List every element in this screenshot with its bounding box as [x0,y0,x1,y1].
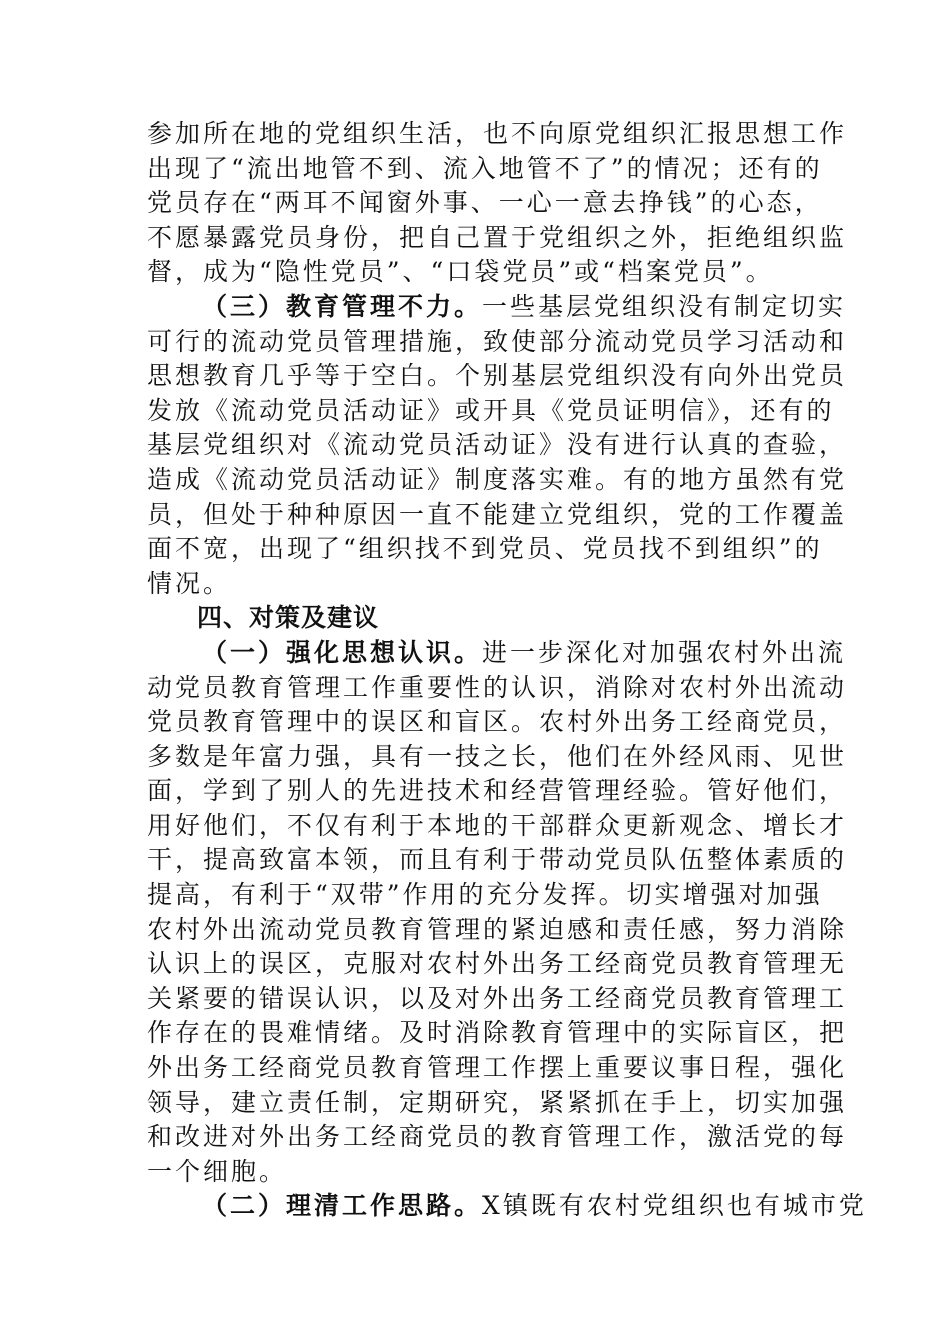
text-line: 提高，有利于“双带”作用的充分发挥。切实增强对加强 [147,880,823,910]
text-line: 动党员教育管理工作重要性的认识，消除对农村外出流动 [147,672,848,702]
document-body [147,117,867,1224]
text-line: 一个细胞。 [147,1156,288,1186]
text-line: 情况。 [147,568,232,598]
text-line: 参加所在地的党组织生活，也不向原党组织汇报思想工作 [147,119,848,148]
text-line: 督，成为“隐性党员”、“口袋党员”或“档案党员”。 [147,257,774,287]
text-line: 思想教育几乎等于空白。个别基层党组织没有向外出党员 [147,361,848,391]
text-line: 领导，建立责任制，定期研究，紧紧抓在手上，切实加强 [147,1087,848,1117]
text-line: 外出务工经商党员教育管理工作摆上重要议事日程，强化 [147,1053,848,1083]
text-line: 员，但处于种种原因一直不能建立党组织，党的工作覆盖 [147,499,848,529]
text-line: 作存在的畏难情绪。及时消除教育管理中的实际盲区，把 [147,1018,848,1048]
subsection-heading: （一）强化思想认识。 [202,637,483,667]
text-line: 可行的流动党员管理措施，致使部分流动党员学习活动和 [147,326,848,356]
text-line: 用好他们，不仅有利于本地的干部群众更新观念、增长才 [147,810,848,840]
text-line: 和改进对外出务工经商党员的教育管理工作，激活党的每 [147,1122,848,1152]
text-line: 面不宽，出现了“组织找不到党员、党员找不到组织”的 [147,534,823,564]
text-line: 党员存在“两耳不闻窗外事、一心一意去挣钱”的心态， [147,188,823,218]
text-line: 面，学到了别人的先进技术和经营管理经验。管好他们， [147,776,848,806]
text-line: 农村外出流动党员教育管理的紧迫感和责任感，努力消除 [147,914,848,944]
text-line: 造成《流动党员活动证》制度落实难。有的地方虽然有党 [147,464,848,494]
text-span: X镇既有农村党组织也有城市党 [482,1191,867,1221]
text-line: 不愿暴露党员身份，把自己置于党组织之外，拒绝组织监 [147,222,848,252]
text-line: 干，提高致富本领，而且有利于带动党员队伍整体素质的 [147,845,848,875]
subsection-heading: （三）教育管理不力。 [202,291,483,321]
text-line: 发放《流动党员活动证》或开具《党员证明信》，还有的 [147,395,835,425]
paragraph-first-line [147,636,847,671]
text-span: 进一步深化对加强农村外出流 [482,637,847,667]
text-line: 基层党组织对《流动党员活动证》没有进行认真的查验， [147,430,848,460]
text-line: 党员教育管理中的误区和盲区。农村外出务工经商党员， [147,707,848,737]
subsection-heading: （二）理清工作思路。 [202,1191,483,1221]
text-line: 关紧要的错误认识，以及对外出务工经商党员教育管理工 [147,983,848,1013]
text-line: 多数是年富力强，具有一技之长，他们在外经风雨、见世 [147,741,848,771]
text-line: 出现了“流出地管不到、流入地管不了”的情况；还有的 [147,153,823,183]
paragraph-first-line [147,290,847,325]
section-heading: 四、对策及建议 [197,603,380,633]
text-line: 认识上的误区，克服对农村外出务工经商党员教育管理无 [147,949,848,979]
text-span: 一些基层党组织没有制定切实 [482,291,847,321]
paragraph-first-line [147,1189,867,1224]
